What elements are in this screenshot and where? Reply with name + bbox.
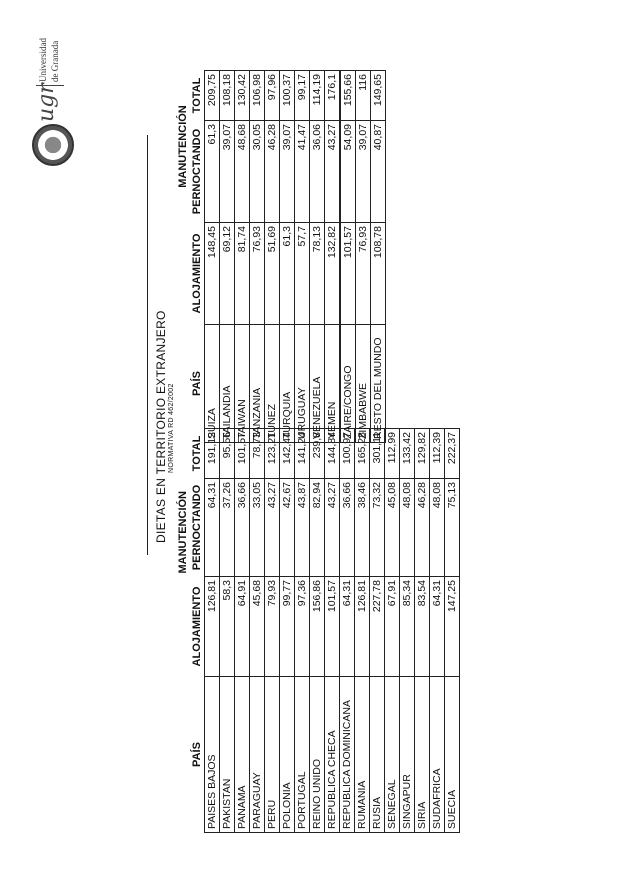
country-cell: PAISES BAJOS bbox=[205, 677, 220, 833]
table-row bbox=[280, 429, 295, 833]
total-cell: 142,44 bbox=[280, 429, 295, 479]
total-cell: 301,11 bbox=[370, 429, 385, 479]
logo-line2: de Granada bbox=[50, 40, 60, 82]
university-logo bbox=[24, 26, 84, 166]
col-header-pais: PAÍS bbox=[191, 742, 203, 767]
table-row bbox=[250, 429, 265, 833]
table-row bbox=[235, 71, 250, 443]
table-row bbox=[295, 429, 310, 833]
total-cell: 130,42 bbox=[235, 71, 250, 121]
total-cell: 239,8 bbox=[310, 429, 325, 479]
country-cell: TURQUIA bbox=[280, 325, 295, 443]
table-row bbox=[385, 429, 400, 833]
alojamiento-cell: 51,69 bbox=[265, 223, 280, 325]
country-cell: POLONIA bbox=[280, 677, 295, 833]
table-row bbox=[310, 429, 325, 833]
total-cell: 123,21 bbox=[265, 429, 280, 479]
table-row bbox=[310, 71, 325, 443]
col-header-total: TOTAL bbox=[191, 77, 203, 114]
country-cell: PAKISTAN bbox=[220, 677, 235, 833]
total-cell: 95,56 bbox=[220, 429, 235, 479]
alojamiento-cell: 57,7 bbox=[295, 223, 310, 325]
page-subtitle: NORMATIVA RD 462/2002 bbox=[168, 383, 175, 473]
country-cell: SUECIA bbox=[445, 677, 460, 833]
country-cell: PARAGUAY bbox=[250, 677, 265, 833]
table-row bbox=[220, 71, 235, 443]
table-row bbox=[325, 71, 340, 443]
pernoctando-cell: 43,87 bbox=[295, 479, 310, 577]
col-header-total: TOTAL bbox=[191, 435, 203, 472]
pernoctando-cell: 42,67 bbox=[280, 479, 295, 577]
total-cell: 116 bbox=[356, 71, 371, 121]
table-row bbox=[356, 71, 371, 443]
table-row bbox=[265, 429, 280, 833]
table-row bbox=[325, 429, 340, 833]
table-row bbox=[265, 71, 280, 443]
country-cell: RESTO DEL MUNDO bbox=[371, 325, 386, 443]
alojamiento-cell: 64,91 bbox=[235, 577, 250, 677]
table-row bbox=[220, 429, 235, 833]
page-title: DIETAS EN TERRITORIO EXTRANJERO bbox=[154, 310, 168, 543]
country-cell: ZIMBABWE bbox=[356, 325, 371, 443]
total-cell: 114,19 bbox=[310, 71, 325, 121]
country-cell: PORTUGAL bbox=[295, 677, 310, 833]
pernoctando-cell: 75,13 bbox=[445, 479, 460, 577]
left-diet-table bbox=[176, 428, 460, 833]
total-cell: 209,75 bbox=[205, 71, 220, 121]
pernoctando-cell: 48,68 bbox=[235, 121, 250, 223]
pernoctando-cell: 45,08 bbox=[385, 479, 400, 577]
alojamiento-cell: 69,12 bbox=[220, 223, 235, 325]
table-row bbox=[205, 71, 220, 443]
total-cell: 112,99 bbox=[385, 429, 400, 479]
col-header-manutencion: MANUTENCIÓN bbox=[177, 491, 189, 574]
alojamiento-cell: 147,25 bbox=[445, 577, 460, 677]
total-cell: 99,17 bbox=[295, 71, 310, 121]
total-cell: 165,28 bbox=[355, 429, 370, 479]
alojamiento-cell: 67,91 bbox=[385, 577, 400, 677]
pernoctando-cell: 36,06 bbox=[310, 121, 325, 223]
table-row bbox=[235, 429, 250, 833]
alojamiento-cell: 97,36 bbox=[295, 577, 310, 677]
country-cell: SUIZA bbox=[205, 325, 220, 443]
country-cell: REPUBLICA CHECA bbox=[325, 677, 340, 833]
table-row bbox=[340, 429, 355, 833]
pernoctando-cell: 43,27 bbox=[325, 479, 340, 577]
country-cell: SIRIA bbox=[415, 677, 430, 833]
pernoctando-cell: 36,66 bbox=[340, 479, 355, 577]
country-cell: TANZANIA bbox=[250, 325, 265, 443]
total-cell: 100,97 bbox=[340, 429, 355, 479]
country-cell: PERU bbox=[265, 677, 280, 833]
col-header-alojamiento: ALOJAMIENTO bbox=[191, 233, 203, 314]
total-cell: 176,1 bbox=[325, 71, 340, 121]
logo-monogram: ugr bbox=[34, 83, 59, 122]
header-rule bbox=[147, 135, 148, 555]
alojamiento-cell: 148,45 bbox=[205, 223, 220, 325]
col-header-alojamiento: ALOJAMIENTO bbox=[191, 586, 203, 667]
alojamiento-cell: 64,31 bbox=[340, 577, 355, 677]
total-cell: 141,24 bbox=[295, 429, 310, 479]
alojamiento-cell: 156,86 bbox=[310, 577, 325, 677]
country-cell: RUMANIA bbox=[355, 677, 370, 833]
col-header-pais: PAÍS bbox=[191, 371, 203, 396]
university-seal-icon bbox=[32, 124, 74, 166]
alojamiento-cell: 126,81 bbox=[355, 577, 370, 677]
col-header-pernoctando: PERNOCTANDO bbox=[191, 484, 203, 571]
table-row bbox=[430, 429, 445, 833]
table-row bbox=[341, 71, 356, 443]
logo-divider bbox=[36, 85, 64, 86]
alojamiento-cell: 58,3 bbox=[220, 577, 235, 677]
table-row bbox=[355, 429, 370, 833]
pernoctando-cell: 43,27 bbox=[265, 479, 280, 577]
table-row bbox=[445, 429, 460, 833]
country-cell: ZAIRE/CONGO bbox=[341, 325, 356, 443]
pernoctando-cell: 37,26 bbox=[220, 479, 235, 577]
table-row bbox=[371, 71, 386, 443]
alojamiento-cell: 64,31 bbox=[430, 577, 445, 677]
total-cell: 149,65 bbox=[371, 71, 386, 121]
pernoctando-cell: 39,07 bbox=[220, 121, 235, 223]
total-cell: 100,37 bbox=[280, 71, 295, 121]
pernoctando-cell: 40,87 bbox=[371, 121, 386, 223]
alojamiento-cell: 83,54 bbox=[415, 577, 430, 677]
total-cell: 133,42 bbox=[400, 429, 415, 479]
col-header-manutencion: MANUTENCIÓN bbox=[177, 105, 189, 188]
alojamiento-cell: 78,13 bbox=[310, 223, 325, 325]
pernoctando-cell: 39,07 bbox=[280, 121, 295, 223]
logo-line1: Universidad bbox=[38, 38, 48, 82]
alojamiento-cell: 227,78 bbox=[370, 577, 385, 677]
alojamiento-cell: 101,57 bbox=[325, 577, 340, 677]
alojamiento-cell: 81,74 bbox=[235, 223, 250, 325]
alojamiento-cell: 61,3 bbox=[280, 223, 295, 325]
pernoctando-cell: 38,46 bbox=[355, 479, 370, 577]
pernoctando-cell: 33,05 bbox=[250, 479, 265, 577]
total-cell: 155,66 bbox=[341, 71, 356, 121]
total-cell: 222,37 bbox=[445, 429, 460, 479]
pernoctando-cell: 41,47 bbox=[295, 121, 310, 223]
country-cell: SENEGAL bbox=[385, 677, 400, 833]
table-row bbox=[415, 429, 430, 833]
total-cell: 144,84 bbox=[325, 429, 340, 479]
total-cell: 108,18 bbox=[220, 71, 235, 121]
country-cell: TAILANDIA bbox=[220, 325, 235, 443]
country-cell: YEMEN bbox=[325, 325, 340, 443]
country-cell: SUDAFRICA bbox=[430, 677, 445, 833]
pernoctando-cell: 48,08 bbox=[400, 479, 415, 577]
total-cell: 106,98 bbox=[250, 71, 265, 121]
country-cell: RUSIA bbox=[370, 677, 385, 833]
table-row bbox=[205, 429, 220, 833]
table-row bbox=[280, 71, 295, 443]
pernoctando-cell: 36,66 bbox=[235, 479, 250, 577]
pernoctando-cell: 46,28 bbox=[265, 121, 280, 223]
country-cell: VENEZUELA bbox=[310, 325, 325, 443]
alojamiento-cell: 85,34 bbox=[400, 577, 415, 677]
alojamiento-cell: 99,77 bbox=[280, 577, 295, 677]
alojamiento-cell: 108,78 bbox=[371, 223, 386, 325]
pernoctando-cell: 48,08 bbox=[430, 479, 445, 577]
total-cell: 78,73 bbox=[250, 429, 265, 479]
table-row bbox=[370, 429, 385, 833]
pernoctando-cell: 61,3 bbox=[205, 121, 220, 223]
pernoctando-cell: 39,07 bbox=[356, 121, 371, 223]
country-cell: URUGUAY bbox=[295, 325, 310, 443]
right-diet-table bbox=[176, 70, 386, 443]
country-cell: PANAMA bbox=[235, 677, 250, 833]
table-row bbox=[400, 429, 415, 833]
total-cell: 129,82 bbox=[415, 429, 430, 479]
pernoctando-cell: 82,94 bbox=[310, 479, 325, 577]
alojamiento-cell: 76,93 bbox=[356, 223, 371, 325]
pernoctando-cell: 30,05 bbox=[250, 121, 265, 223]
country-cell: TAIWAN bbox=[235, 325, 250, 443]
total-cell: 191,12 bbox=[205, 429, 220, 479]
country-cell: TUNEZ bbox=[265, 325, 280, 443]
table-row bbox=[250, 71, 265, 443]
pernoctando-cell: 73,32 bbox=[370, 479, 385, 577]
country-cell: REINO UNIDO bbox=[310, 677, 325, 833]
alojamiento-cell: 45,68 bbox=[250, 577, 265, 677]
total-cell: 112,39 bbox=[430, 429, 445, 479]
alojamiento-cell: 101,57 bbox=[341, 223, 356, 325]
alojamiento-cell: 79,93 bbox=[265, 577, 280, 677]
total-cell: 97,96 bbox=[265, 71, 280, 121]
pernoctando-cell: 64,31 bbox=[205, 479, 220, 577]
alojamiento-cell: 76,93 bbox=[250, 223, 265, 325]
pernoctando-cell: 54,09 bbox=[341, 121, 356, 223]
alojamiento-cell: 132,82 bbox=[325, 223, 340, 325]
alojamiento-cell: 126,81 bbox=[205, 577, 220, 677]
table-row bbox=[295, 71, 310, 443]
country-cell: SINGAPUR bbox=[400, 677, 415, 833]
pernoctando-cell: 46,28 bbox=[415, 479, 430, 577]
country-cell: REPUBLICA DOMINICANA bbox=[340, 677, 355, 833]
pernoctando-cell: 43,27 bbox=[325, 121, 340, 223]
total-cell: 101,57 bbox=[235, 429, 250, 479]
col-header-pernoctando: PERNOCTANDO bbox=[191, 128, 203, 215]
